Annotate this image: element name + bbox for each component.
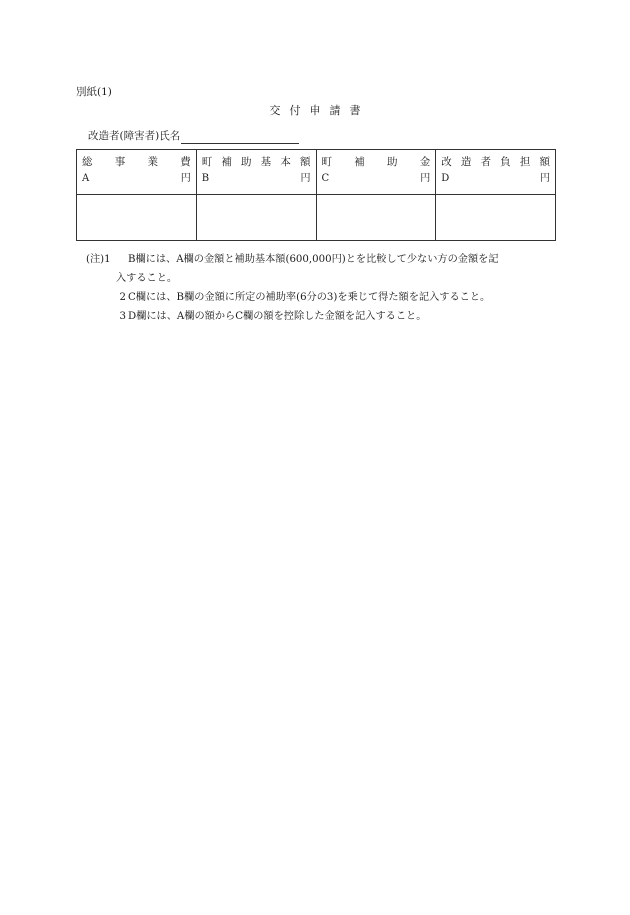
header-label-total-cost: 総 事 業 費: [82, 156, 191, 168]
table-header-row: [77, 150, 556, 195]
header-cell-total-cost: [77, 150, 197, 195]
note-item-continuation: [86, 269, 556, 288]
unit-label: 円: [540, 173, 550, 184]
note-text: B欄には、A欄の金額と補助基本額(600,000円)とを比較して少ない方の金額を記: [128, 254, 499, 265]
column-letter: D: [441, 173, 450, 184]
header-cell-subsidy: [316, 150, 436, 195]
note-text: C欄には、B欄の金額に所定の補助率(6分の3)を乗じて得た額を記入すること。: [128, 292, 491, 303]
header-label-subsidy: 町 補 助 金: [321, 156, 431, 168]
applicant-name-field[interactable]: [181, 131, 299, 144]
document-title: 交付申請書: [269, 104, 370, 117]
value-cell-base-amount[interactable]: [196, 195, 316, 241]
notes-section: [86, 250, 556, 326]
header-sub-subsidy: [322, 172, 431, 185]
attachment-label: 別紙(1): [76, 86, 112, 98]
unit-label: 円: [420, 173, 431, 184]
column-letter: A: [82, 173, 90, 184]
header-sub-total-cost: [82, 172, 191, 185]
applicant-name-label: 改造者(障害者)氏名: [88, 130, 181, 142]
header-cell-burden: [436, 150, 556, 195]
value-cell-total-cost[interactable]: [77, 195, 197, 241]
header-cell-base-amount: [196, 150, 316, 195]
note-item: [86, 307, 556, 326]
note-text: 入すること。: [116, 273, 178, 284]
unit-label: 円: [300, 173, 311, 184]
applicant-name-row: [88, 130, 299, 144]
header-label-burden: 改 造 者 負 担 額: [441, 156, 550, 168]
table-value-row: [77, 195, 556, 241]
value-cell-burden[interactable]: [436, 195, 556, 241]
note-number: 2: [119, 292, 126, 303]
note-text: D欄には、A欄の額からC欄の額を控除した金額を記入すること。: [128, 311, 427, 322]
unit-label: 円: [180, 173, 191, 184]
column-letter: B: [201, 173, 210, 184]
header-label-base-amount: 町 補 助 基 本 額: [201, 156, 311, 168]
note-item: [86, 288, 556, 307]
subsidy-amount-table: [76, 149, 556, 241]
header-sub-burden: [441, 172, 550, 185]
note-prefix: (注)1: [86, 254, 111, 265]
column-letter: C: [321, 173, 330, 184]
note-number: 3: [119, 311, 126, 322]
value-cell-subsidy[interactable]: [316, 195, 436, 241]
header-sub-base-amount: [202, 172, 311, 185]
note-item: [86, 250, 556, 269]
